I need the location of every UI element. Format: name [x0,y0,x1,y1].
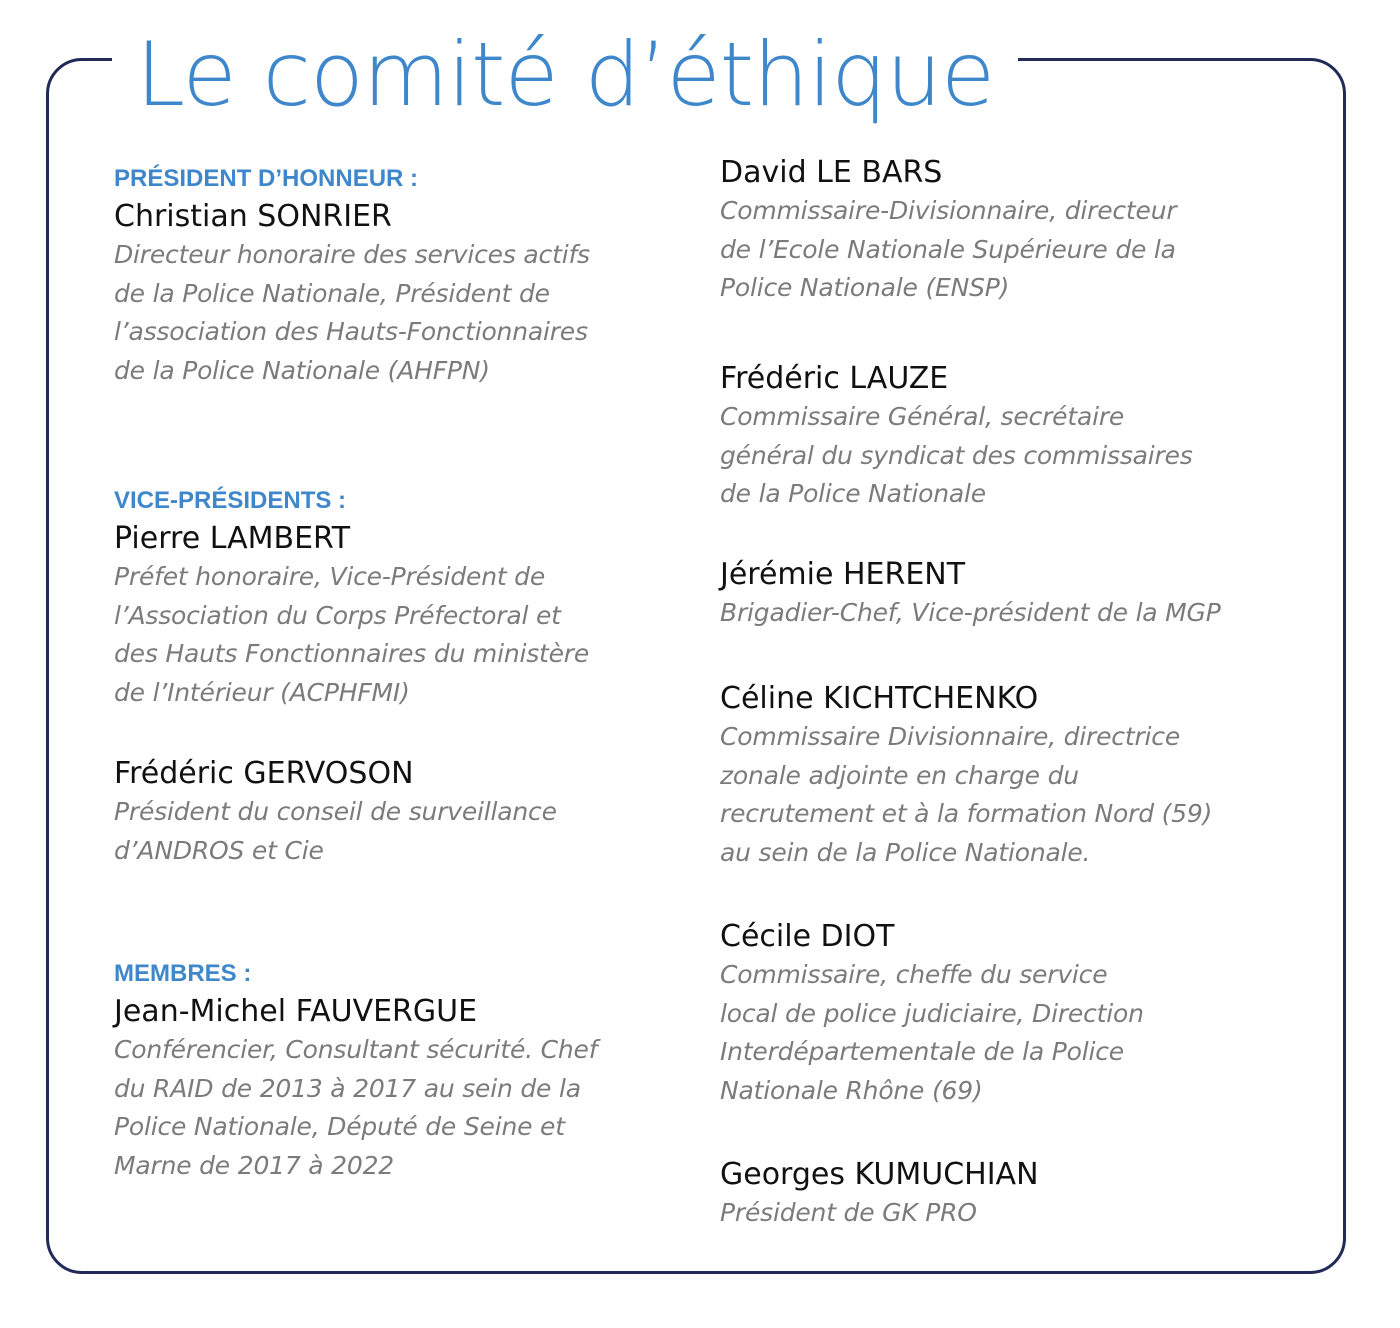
member-role: Président du conseil de surveillance d’ANDROS et Cie [114,797,557,865]
member-role: Commissaire-Divisionnaire, directeur de l’Ecole Nationale Supérieure de la Police Nationale (ENSP) [720,196,1177,302]
member-entry [720,154,1320,308]
member-entry [720,1156,1320,1233]
member-role: Président de GK PRO [720,1198,977,1227]
member-entry [720,360,1320,514]
member-role: Brigadier-Chef, Vice-président de la MGP [720,598,1221,627]
member-role: Commissaire Général, secrétaire général du syndicat des commissaires de la Police Nationale [720,402,1193,508]
member-entry [720,680,1320,872]
member-name: Frédéric GERVOSON [114,756,414,791]
member-name: Georges KUMUCHIAN [720,1157,1039,1192]
honorary-president-section [114,160,684,390]
member-role: Commissaire, cheffe du service local de police judiciaire, Direction Interdépartementale de la Police Nationale Rhône (69) [720,960,1144,1105]
section-label-honorary-president: PRÉSIDENT D’HONNEUR : [114,165,419,192]
member-entry [720,918,1320,1110]
member-name: Frédéric LAUZE [720,361,949,396]
member-name: David LE BARS [720,155,943,190]
section-label-vice-presidents: VICE-PRÉSIDENTS : [114,487,347,514]
member-name: Jean-Michel FAUVERGUE [114,994,478,1029]
vice-presidents-section [114,482,684,712]
member-role: Directeur honoraire des services actifs de la Police Nationale, Président de l’association des Hauts-Fonctionnaires de la Police Nationale (AHFPN) [114,240,590,385]
member-name: Pierre LAMBERT [114,521,351,556]
member-entry [720,556,1320,633]
member-name: Christian SONRIER [114,199,392,234]
member-name: Céline KICHTCHENKO [720,681,1039,716]
member-role: Commissaire Divisionnaire, directrice zonale adjointe en charge du recrutement et à la formation Nord (59) au sein de la Police Nationale. [720,722,1213,867]
member-name: Jérémie HERENT [720,557,966,592]
members-section [114,955,684,1185]
page-title: Le comité d’éthique [112,12,1018,138]
member-role: Conférencier, Consultant sécurité. Chef du RAID de 2013 à 2017 au sein de la Police Nationale, Député de Seine et Marne de 2017 à 2022 [114,1035,598,1180]
member-entry [114,755,684,870]
member-name: Cécile DIOT [720,919,895,954]
member-role: Préfet honoraire, Vice-Président de l’Association du Corps Préfectoral et des Hauts Fonctionnaires du ministère de l’Intérieur (ACPHFMI) [114,562,590,707]
section-label-members: MEMBRES : [114,960,252,987]
